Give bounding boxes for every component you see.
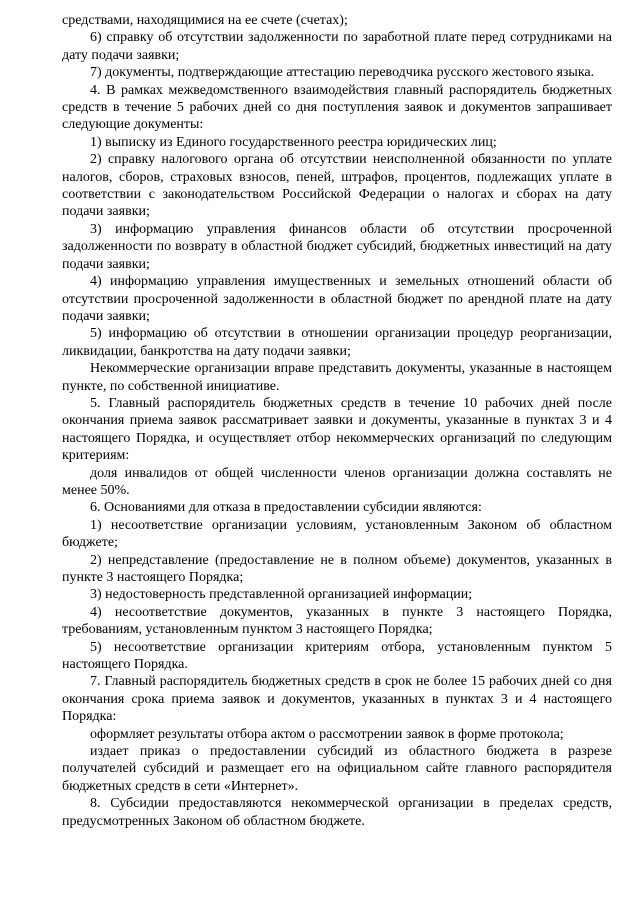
- paragraph: 4) информацию управления имущественных и земельных отношений области об отсутствии просроченной задолженности в областной бюджет по арендной плате на дату подачи заявки;: [62, 274, 612, 324]
- paragraph: 7. Главный распорядитель бюджетных средств в срок не более 15 рабочих дней со дня окончания срока приема заявок и документов, указанных в пунктах 3 и 4 настоящего Порядка:: [62, 674, 612, 725]
- paragraph: средствами, находящимися на ее счете (счетах);: [62, 13, 348, 28]
- paragraph: 3) недостоверность представленной организацией информации;: [90, 587, 473, 603]
- paragraph: 4) несоответствие документов, указанных в пункте 3 настоящего Порядка, требованиям, установленным пунктом 3 настоящего Порядка;: [62, 604, 612, 638]
- paragraph: Некоммерческие организации вправе представить документы, указанные в настоящем пункте, по собственной инициативе.: [62, 361, 612, 394]
- paragraph: 2) непредставление (предоставление не в полном объеме) документов, указанных в пункте 3 настоящего Порядка;: [62, 552, 612, 585]
- paragraph: издает приказ о предоставлении субсидий из областного бюджета в разрезе получателей субсидий и размещает его на официальном сайте главного распорядителя бюджетных средств в сети «Интернет».: [62, 744, 612, 794]
- paragraph: 4. В рамках межведомственного взаимодействия главный распорядитель бюджетных средств в течение 5 рабочих дней со дня поступления заявок и документов запрашивает следующие документы:: [62, 82, 612, 133]
- paragraph: доля инвалидов от общей численности членов организации должна составлять не менее 50%.: [62, 465, 612, 498]
- paragraph: 5) информацию об отсутствии в отношении организации процедур реорганизации, ликвидации, банкротства на дату подачи заявки;: [62, 326, 612, 359]
- paragraph: 6) справку об отсутствии задолженности по заработной плате перед сотрудниками на дату подачи заявки;: [62, 30, 612, 63]
- paragraph: оформляет результаты отбора актом о рассмотрении заявок в форме протокола;: [90, 726, 564, 742]
- paragraph: 2) справку налогового органа об отсутствии неисполненной обязанности по уплате налогов, сборов, страховых взносов, пеней, штрафов, процентов, подлежащих уплате в соответствии с законодательством Российской Федерации о налогах и сборах на дату подачи заявки;: [62, 152, 612, 220]
- paragraph: 5) несоответствие организации критериям отбора, установленным пунктом 5 настоящего Порядка.: [62, 639, 612, 673]
- paragraph: 1) выписку из Единого государственного реестра юридических лиц;: [90, 134, 497, 150]
- paragraph: 1) несоответствие организации условиям, установленным Законом об областном бюджете;: [62, 517, 612, 551]
- paragraph: 8. Субсидии предоставляются некоммерческой организации в пределах средств, предусмотренных Законом об областном бюджете.: [62, 796, 612, 829]
- paragraph: 6. Основаниями для отказа в предоставлении субсидии являются:: [90, 500, 482, 516]
- paragraph: 3) информацию управления финансов области об отсутствии просроченной задолженности по возврату в областной бюджет субсидий, бюджетных инвестиций на дату подачи заявки;: [62, 221, 612, 272]
- paragraph: 7) документы, подтверждающие аттестацию переводчика русского жестового языка.: [90, 65, 595, 81]
- paragraph: 5. Главный распорядитель бюджетных средств в течение 10 рабочих дней после окончания приема заявок рассматривает заявки и документы, указанные в пунктах 3 и 4 настоящего Порядка, и осуществляет отбор некоммерческих организаций по следующим критериям:: [62, 395, 612, 464]
- document-page: [62, 12, 612, 830]
